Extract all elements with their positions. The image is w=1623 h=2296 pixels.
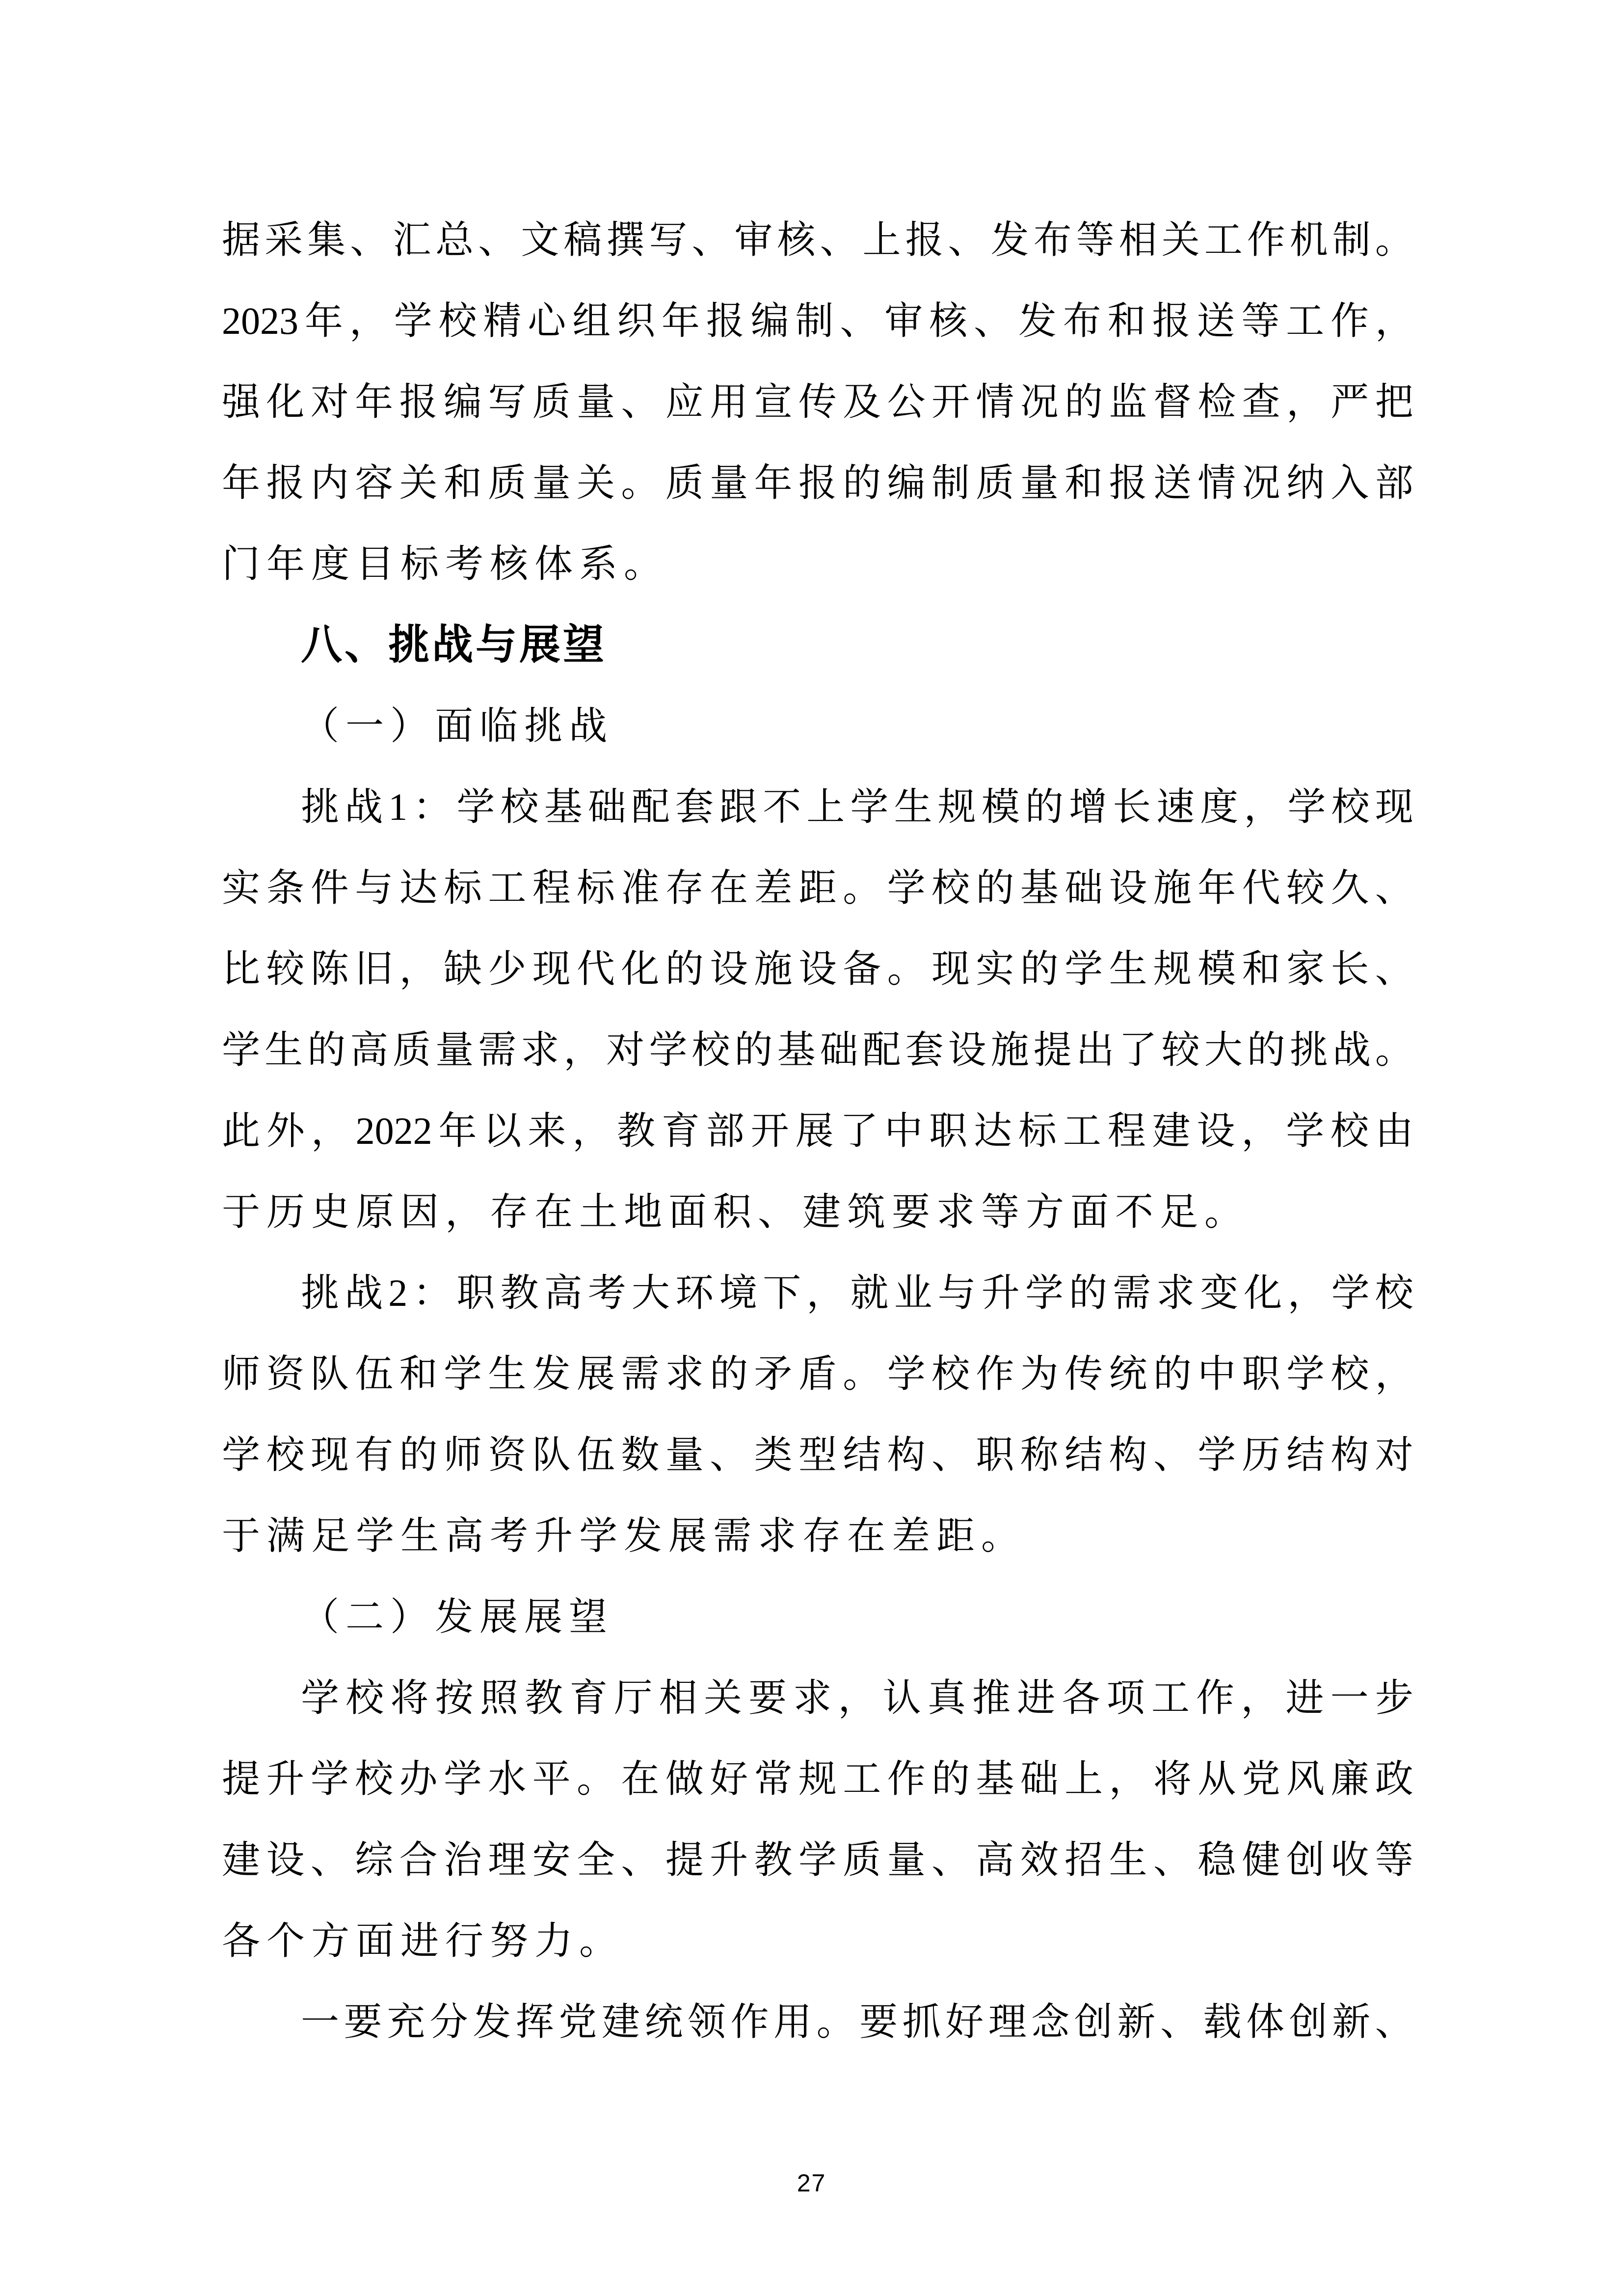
text-line: 学 校 现 有 的 师 资 队 伍 数 量 、 类 型 结 构 、 职 称 结 构 、 学 历 结 构 对 — [222, 1433, 1413, 1476]
text-line: 学 生 的 高 质 量 需 求 ， 对 学 校 的 基 础 配 套 设 施 提 出 了 较 大 的 挑 战 。 — [222, 1028, 1413, 1071]
text-line: 建 设 、 综 合 治 理 安 全 、 提 升 教 学 质 量 、 高 效 招 生 、 稳 健 创 收 等 — [222, 1838, 1413, 1881]
page-number: 27 — [797, 2169, 826, 2197]
text-line: 提 升 学 校 办 学 水 平 。 在 做 好 常 规 工 作 的 基 础 上 ， 将 从 党 风 廉 政 — [222, 1757, 1413, 1800]
text-line: 年 报 内 容 关 和 质 量 关 。 质 量 年 报 的 编 制 质 量 和 报 送 情 况 纳 入 部 — [222, 461, 1413, 504]
text-line: 师 资 队 伍 和 学 生 发 展 需 求 的 矛 盾 。 学 校 作 为 传 统 的 中 职 学 校 ， — [222, 1352, 1413, 1395]
text-line: 各个方面进行努力。 — [222, 1919, 624, 1962]
document-text — [222, 199, 1413, 2062]
subsection-heading-outlook: （二）发展展望 — [301, 1595, 614, 1638]
text-line: 于历史原因，存在土地面积、建筑要求等方面不足。 — [222, 1190, 1250, 1233]
text-line: 强 化 对 年 报 编 写 质 量 、 应 用 宣 传 及 公 开 情 况 的 监 督 检 查 ， 严 把 — [222, 380, 1413, 423]
text-line: 比 较 陈 旧 ， 缺 少 现 代 化 的 设 施 设 备 。 现 实 的 学 生 规 模 和 家 长 、 — [222, 947, 1413, 990]
text-line: 挑 战 1 ： 学 校 基 础 配 套 跟 不 上 学 生 规 模 的 增 长 速 度 ， 学 校 现 — [301, 785, 1413, 828]
text-line: 门年度目标考核体系。 — [222, 542, 669, 585]
text-line: 2023 年 ， 学 校 精 心 组 织 年 报 编 制 、 审 核 、 发 布 和 报 送 等 工 作 ， — [222, 299, 1413, 342]
text-line: 挑 战 2 ： 职 教 高 考 大 环 境 下 ， 就 业 与 升 学 的 需 求 变 化 ， 学 校 — [301, 1271, 1413, 1314]
text-line: 学 校 将 按 照 教 育 厅 相 关 要 求 ， 认 真 推 进 各 项 工 作 ， 进 一 步 — [301, 1676, 1413, 1719]
text-line: 实 条 件 与 达 标 工 程 标 准 存 在 差 距 。 学 校 的 基 础 设 施 年 代 较 久 、 — [222, 866, 1413, 909]
text-line: 此 外 ， 2022 年 以 来 ， 教 育 部 开 展 了 中 职 达 标 工 程 建 设 ， 学 校 由 — [222, 1109, 1413, 1152]
text-line: 据 采 集 、 汇 总 、 文 稿 撰 写 、 审 核 、 上 报 、 发 布 等 相 关 工 作 机 制 。 — [222, 218, 1413, 261]
section-heading: 八、挑战与展望 — [301, 621, 607, 668]
text-line: 于满足学生高考升学发展需求存在差距。 — [222, 1514, 1026, 1557]
subsection-heading-challenges: （一）面临挑战 — [301, 704, 614, 747]
text-line: 一 要 充 分 发 挥 党 建 统 领 作 用 。 要 抓 好 理 念 创 新 、 载 体 创 新 、 — [301, 2000, 1413, 2043]
